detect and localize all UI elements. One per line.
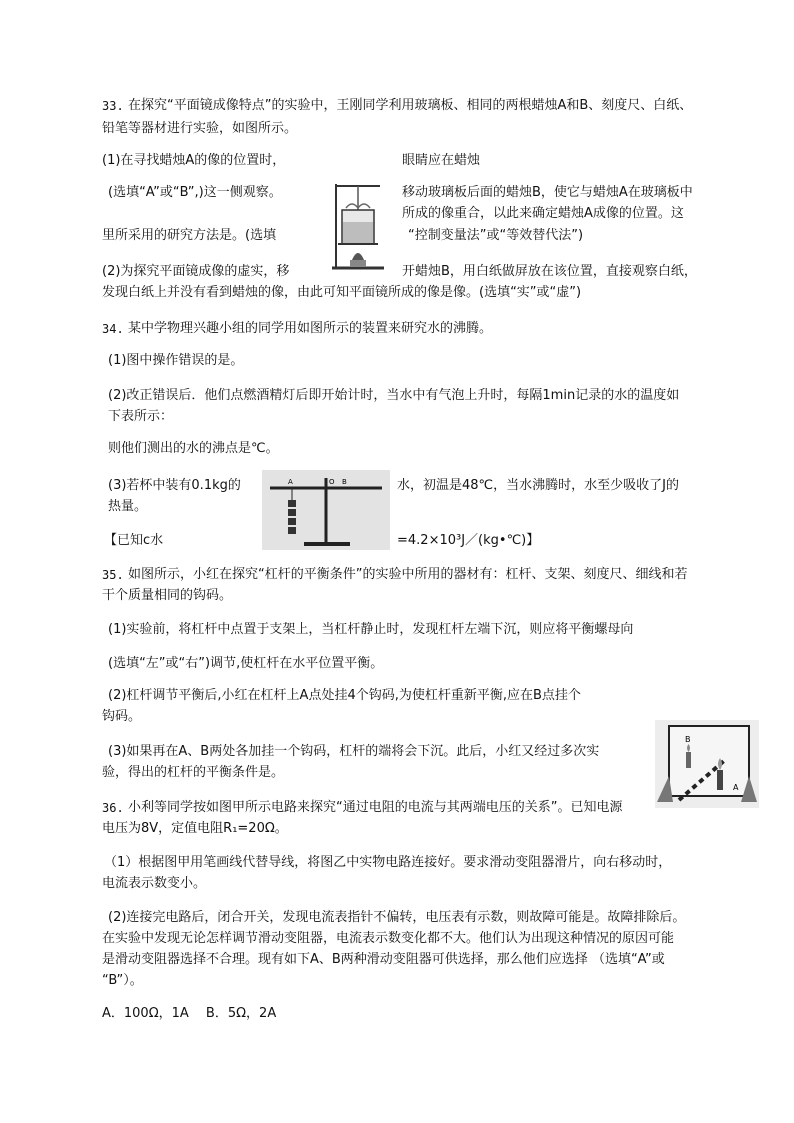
question-text: 移动玻璃板后面的蜡烛B，使它与蜡烛A在玻璃板中 [402, 185, 693, 200]
question-text: (2)为探究平面镜成像的虚实，移 [102, 264, 290, 279]
answer-options: A．100Ω，1A B．5Ω，2A [102, 1006, 277, 1021]
question-text: （1）根据图甲用笔画线代替导线，将图乙中实物电路连接好。要求滑动变阻器滑片，向右移动时， [104, 855, 672, 870]
question-text: 水，初温是48℃，当水沸腾时，水至少吸收了J的 [397, 478, 679, 493]
question-text: (2)连接完电路后，闭合开关，发现电流表指针不偏转，电压表有示数，则故障可能是。故障排除后。 [108, 910, 686, 925]
question-text: (1)实验前，将杠杆中点置于支架上，当杠杆静止时，发现杠杆左端下沉，则应将平衡螺母向 [108, 622, 634, 637]
question-text: “B”）。 [102, 973, 143, 988]
question-text: 热量。 [108, 499, 148, 514]
question-number: 33. [102, 99, 124, 113]
question-text: “控制变量法”或“等效替代法”) [408, 228, 584, 243]
lever-label-a: A [288, 478, 293, 486]
question-text: (3)若杯中装有0.1kg的 [108, 478, 241, 493]
question-text: 小利等同学按如图甲所示电路来探究“通过电阻的电流与其两端电压的关系”。已知电源 [128, 800, 623, 815]
question-text: 是滑动变阻器选择不合理。现有如下A、B两种滑动变阻器可供选择，那么他们应选择 （选填“A”或 [102, 952, 665, 967]
mirror-label-b: B [685, 735, 691, 744]
question-text: 如图所示，小红在探究“杠杆的平衡条件”的实验中所用的器材有：杠杆、支架、刻度尺、细线和若 [128, 567, 688, 582]
mirror-label-a: A [733, 783, 739, 792]
question-text: 下表所示： [108, 409, 174, 424]
question-text: =4.2×10³J／(kg•℃)】 [397, 533, 540, 548]
question-text: 开蜡烛B，用白纸做屏放在该位置，直接观察白纸， [402, 264, 697, 279]
question-text: 所成的像重合，以此来确定蜡烛A成像的位置。这 [402, 206, 684, 221]
question-text: (1)图中操作错误的是。 [108, 353, 244, 368]
question-text: (选填“左”或“右”)调节,使杠杆在水平位置平衡。 [108, 656, 384, 671]
question-text: 电流表示数变小。 [102, 876, 207, 891]
question-text: 在实验中发现无论怎样调节滑动变阻器，电流表示数变化都不大。他们认为出现这种情况的原因可能 [102, 931, 675, 946]
lever-figure [262, 470, 390, 550]
question-number: 35. [102, 568, 124, 582]
lever-label-o: O [329, 478, 335, 486]
question-text: (2)杠杆调节平衡后,小红在杠杆上A点处挂4个钩码,为使杠杆重新平衡,应在B点挂个 [108, 688, 581, 703]
question-text: (2)改正错误后．他们点燃酒精灯后即开始计时，当水中有气泡上升时，每隔1min记录的水的温度如 [108, 388, 680, 403]
question-text: 里所采用的研究方法是。(选填 [102, 228, 277, 243]
question-number: 34. [102, 322, 124, 336]
question-text: 【已知c水 [104, 533, 164, 548]
question-text: 发现白纸上并没有看到蜡烛的像，由此可知平面镜所成的像是像。(选填“实”或“虚”) [102, 285, 582, 300]
question-text: 则他们测出的水的沸点是℃。 [108, 441, 279, 456]
question-text: (1)在寻找蜡烛A的像的位置时， [102, 153, 286, 168]
plane-mirror-figure [655, 720, 759, 808]
question-text: 电压为8V，定值电阻R₁=20Ω。 [102, 821, 288, 836]
boiling-apparatus-figure [322, 178, 394, 275]
question-text: 验，得出的杠杆的平衡条件是。 [102, 765, 285, 780]
question-text: 在探究“平面镜成像特点”的实验中，王刚同学利用玻璃板、相同的两根蜡烛A和B、刻度尺、白纸、 [128, 98, 693, 113]
lever-label-b: B [342, 478, 347, 486]
question-text: 某中学物理兴趣小组的同学用如图所示的装置来研究水的沸腾。 [128, 321, 493, 336]
question-text: 眼睛应在蜡烛 [402, 153, 481, 168]
question-number: 36. [102, 801, 124, 815]
question-text: (3)如果再在A、B两处各加挂一个钩码，杠杆的端将会下沉。此后，小红又经过多次实 [108, 744, 600, 759]
question-text: (选填“A”或“B”,)这一侧观察。 [108, 185, 282, 200]
question-text: 铅笔等器材进行实验，如图所示。 [102, 121, 298, 136]
question-text: 干个质量相同的钩码。 [102, 588, 233, 603]
question-text: 钩码。 [102, 709, 142, 724]
